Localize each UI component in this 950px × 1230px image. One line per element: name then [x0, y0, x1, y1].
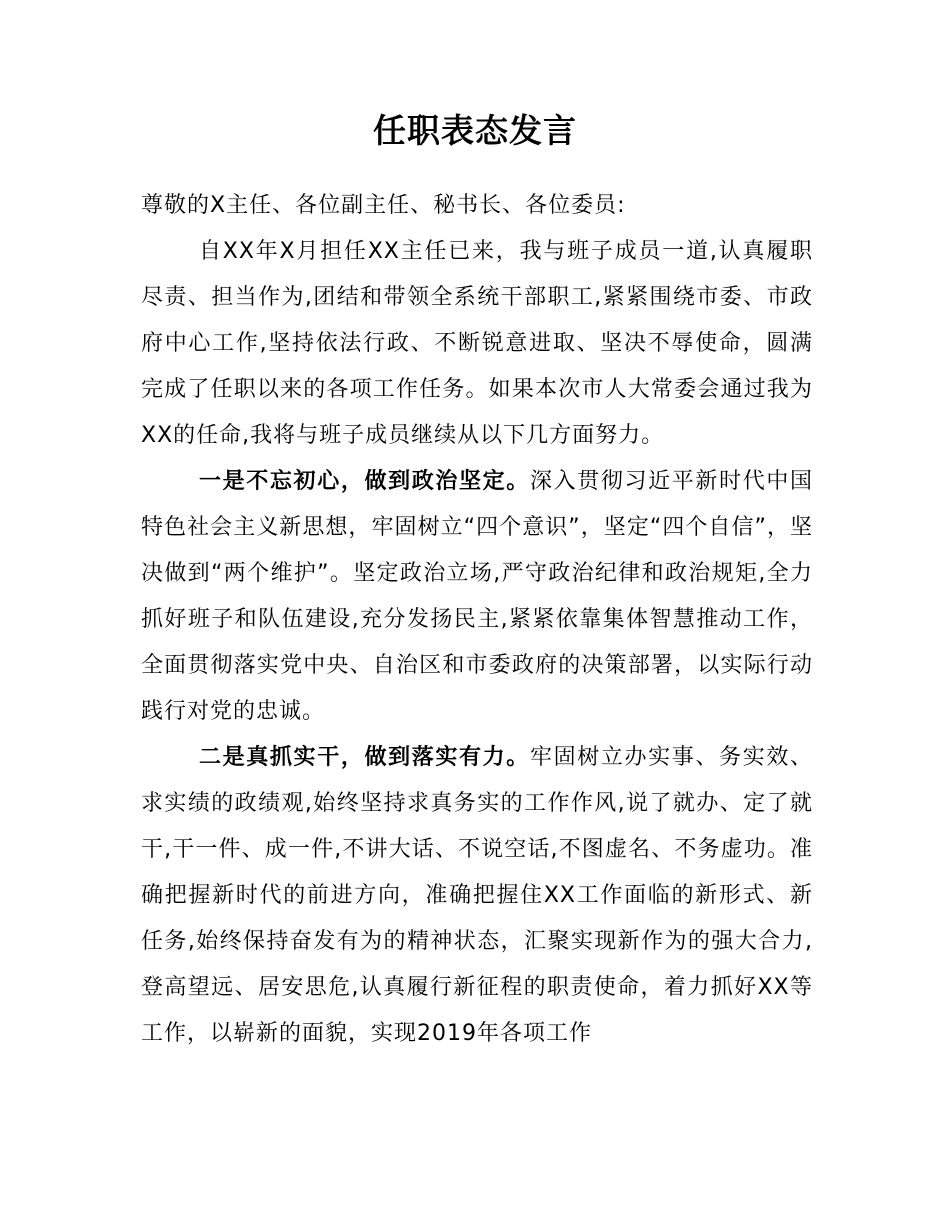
paragraph-text: 深入贯彻习近平新时代中国特色社会主义新思想，牢固树立“四个意识”，坚定“四个自信”，坚决做到“两个维护”。坚定政治立场,严守政治纪律和政治规矩,全力抓好班子和队伍建设,充分发扬民主,紧紧依靠集体智慧推动工作，全面贯彻落实党中央、自治区和市委政府的决策部署，以实际行动践行对党的忠诚。	[141, 469, 813, 724]
document-title: 任职表态发言	[373, 111, 577, 150]
paragraph-lead: 二是真抓实干，做到落实有力。	[199, 745, 530, 770]
paragraph-lead: 一是不忘初心，做到政治坚定。	[199, 469, 530, 494]
paragraph-text: 牢固树立办实事、务实效、求实绩的政绩观,始终坚持求真务实的工作作风,说了就办、定了就干,干一件、成一件,不讲大话、不说空话,不图虚名、不务虚功。准确把握新时代的前进方向，准确把握住XX工作面临的新形式、新任务,始终保持奋发有为的精神状态，汇聚实现新作为的强大合力,登高望远、居安思危,认真履行新征程的职责使命，着力抓好XX等工作，以崭新的面貌，实现2019年各项工作	[141, 745, 813, 1046]
document-body	[141, 183, 813, 1057]
salutation: 尊敬的X主任、各位副主任、秘书长、各位委员:	[141, 193, 626, 218]
paragraph-political	[141, 459, 813, 735]
paragraph-text: 自XX年X月担任XX主任已来，我与班子成员一道,认真履职尽责、担当作为,团结和带领全系统干部职工,紧紧围绕市委、市政府中心工作,坚持依法行政、不断锐意进取、坚决不辱使命，圆满完成了任职以来的各项工作任务。如果本次市人大常委会通过我为XX的任命,我将与班子成员继续从以下几方面努力。	[141, 239, 813, 448]
paragraph-intro	[141, 229, 813, 459]
paragraph-implementation	[141, 735, 813, 1057]
